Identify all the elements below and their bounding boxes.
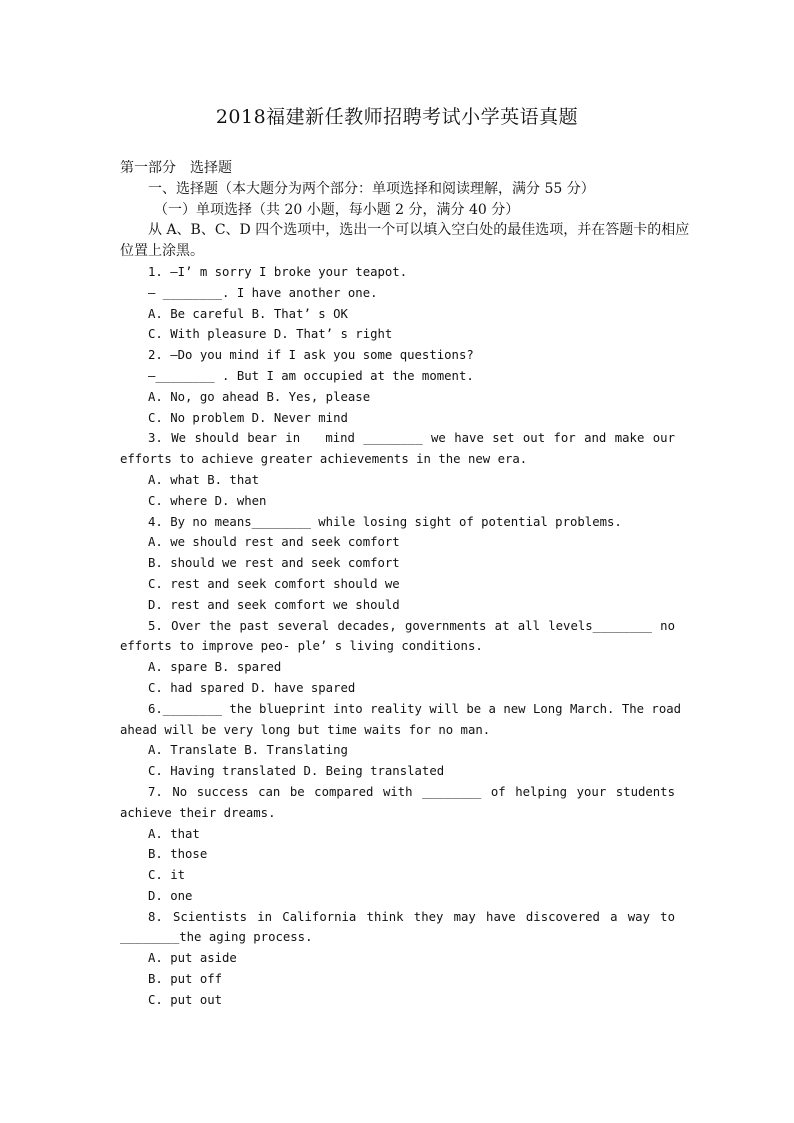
option-line: D. rest and seek comfort we should <box>148 597 400 612</box>
option-line: B. should we rest and seek comfort <box>148 556 400 571</box>
question-stem: 6.________ the blueprint into reality will be a new Long March. The road <box>148 701 682 716</box>
option-line: A. we should rest and seek comfort <box>148 535 400 550</box>
option-line: A. what B. that <box>148 472 260 487</box>
question-stem: efforts to achieve greater achievements in the new era. <box>120 452 528 467</box>
question-stem: ahead will be very long but time waits for no man. <box>120 722 491 737</box>
option-line: D. one <box>148 888 193 903</box>
option-line: A. Translate B. Translating <box>148 743 348 758</box>
question-stem: ________the aging process. <box>120 930 313 945</box>
instruction-text: 位置上涂黑。 <box>120 243 204 260</box>
question-stem: 8. Scientists in California think they may have discovered a way to <box>148 909 675 924</box>
option-line: C. it <box>148 868 186 883</box>
question-stem: 1. —I’ m sorry I broke your teapot. <box>148 264 408 279</box>
option-line: C. With pleasure D. That’ s right <box>148 327 393 342</box>
option-line: C. had spared D. have spared <box>148 680 356 695</box>
option-line: C. Having translated D. Being translated <box>148 764 445 779</box>
option-line: B. put off <box>148 972 223 987</box>
option-line: C. rest and seek comfort should we <box>148 576 400 591</box>
document-body <box>120 158 690 1011</box>
option-line: A. put aside <box>148 951 237 966</box>
question-stem: 7. No success can be compared with ________ of helping your students <box>148 784 675 799</box>
option-line: A. spare B. spared <box>148 660 282 675</box>
option-line: C. put out <box>148 992 223 1007</box>
answer-line: —________ . But I am occupied at the moment. <box>148 368 474 383</box>
option-line: C. No problem D. Never mind <box>148 410 348 425</box>
question-stem: 2. —Do you mind if I ask you some questions? <box>148 348 474 363</box>
option-line: A. that <box>148 826 200 841</box>
question-stem: 5. Over the past several decades, governments at all levels________ no <box>148 618 675 633</box>
instruction-text: 从 A、B、C、D 四个选项中，选出一个可以填入空白处的最佳选项，并在答题卡的相应 <box>148 222 690 239</box>
option-line: A. No, go ahead B. Yes, please <box>148 389 371 404</box>
question-stem: 3. We should bear in mind ________ we have set out for and make our <box>148 431 675 446</box>
question-stem: efforts to improve peo- ple’ s living conditions. <box>120 639 483 654</box>
section-heading: 一、选择题（本大题分为两个部分：单项选择和阅读理解，满分 55 分） <box>148 180 595 197</box>
subsection-heading: （一）单项选择（共 20 小题，每小题 2 分，满分 40 分） <box>154 201 520 218</box>
part-heading: 第一部分 选择题 <box>120 160 232 176</box>
option-line: C. where D. when <box>148 493 267 508</box>
option-line: A. Be careful B. That’ s OK <box>148 306 348 321</box>
question-stem: achieve their dreams. <box>120 805 276 820</box>
answer-line: — ________. I have another one. <box>148 285 378 300</box>
question-stem: 4. By no means________ while losing sight of potential problems. <box>148 514 622 529</box>
option-line: B. those <box>148 847 208 862</box>
document-title: 2018福建新任教师招聘考试小学英语真题 <box>215 106 579 128</box>
